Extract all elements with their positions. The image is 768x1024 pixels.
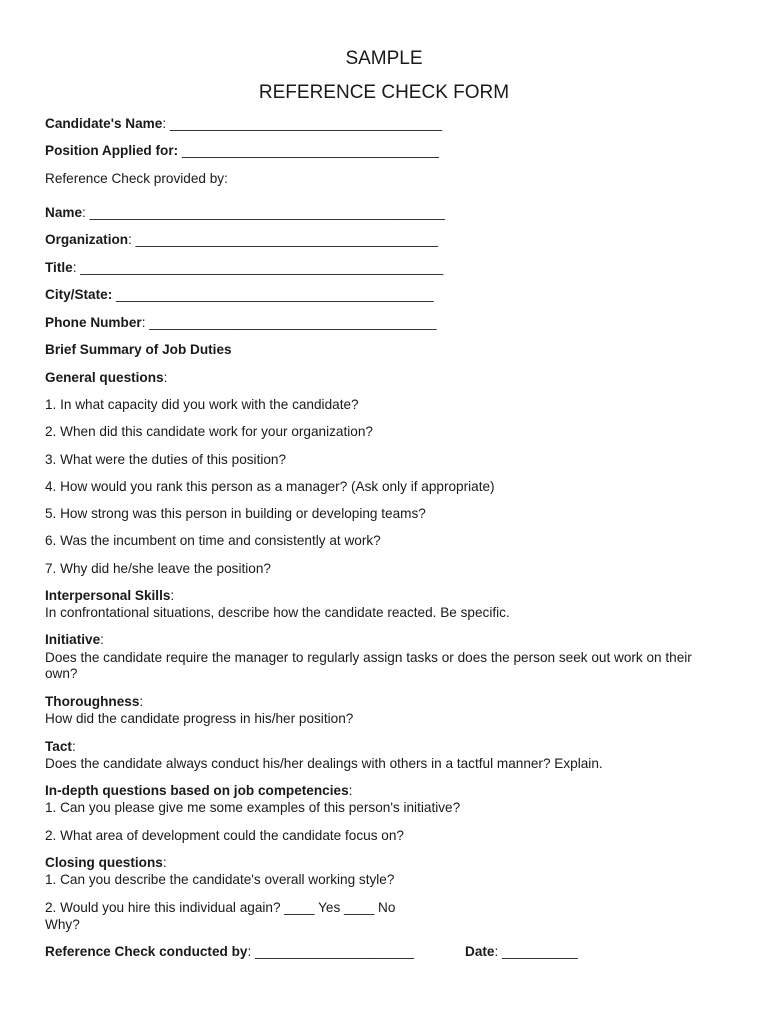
- ref-organization-sep: :: [128, 232, 136, 247]
- closing-question-1: 1. Can you describe the candidate's overall working style?: [45, 872, 395, 887]
- ref-phone-line: [45, 315, 437, 331]
- general-question-7: 7. Why did he/she leave the position?: [45, 561, 271, 576]
- indepth-question-1: 1. Can you please give me some examples of this person's initiative?: [45, 800, 461, 815]
- conducted-by-field[interactable]: _____________________: [255, 944, 414, 959]
- ref-name-label: Name: [45, 205, 83, 220]
- ref-title-line: [45, 260, 443, 276]
- candidate-name-sep: :: [162, 116, 170, 131]
- position-label: Position Applied for:: [45, 143, 179, 158]
- indepth-label: In-depth questions based on job competencies: [45, 783, 349, 798]
- form-title-sample: SAMPLE: [345, 48, 423, 69]
- date-line: [465, 944, 578, 960]
- closing-label: Closing questions: [45, 855, 163, 870]
- candidate-name-label: Candidate's Name: [45, 116, 163, 131]
- initiative-label: Initiative: [45, 632, 101, 647]
- tact-question: Does the candidate always conduct his/her dealings with others in a tactful manner? Explain.: [45, 756, 603, 771]
- general-questions-sep: :: [163, 370, 168, 385]
- initiative-sep: :: [100, 632, 104, 647]
- date-label: Date: [465, 944, 495, 959]
- general-question-2: 2. When did this candidate work for your organization?: [45, 424, 373, 439]
- interpersonal-label: Interpersonal Skills: [45, 588, 171, 603]
- tact-sep: :: [71, 739, 76, 754]
- general-questions-heading: [45, 370, 167, 386]
- tact-label: Tact: [45, 739, 72, 754]
- ref-phone-sep: :: [141, 315, 150, 330]
- form-title: REFERENCE CHECK FORM: [258, 82, 510, 103]
- candidate-name-line: [45, 116, 442, 132]
- ref-phone-label: Phone Number: [45, 315, 142, 330]
- ref-title-sep: :: [72, 260, 81, 275]
- ref-name-line: [45, 205, 445, 221]
- interpersonal-heading: [45, 588, 174, 604]
- initiative-heading: [45, 632, 104, 648]
- ref-title-label: Title: [45, 260, 73, 275]
- ref-citystate-field[interactable]: __________________________________________: [116, 287, 434, 302]
- general-question-6: 6. Was the incumbent on time and consistently at work?: [45, 533, 381, 548]
- initiative-question: Does the candidate require the manager to regularly assign tasks or does the person seek out work on their own?: [45, 650, 692, 681]
- thoroughness-label: Thoroughness: [45, 694, 140, 709]
- conducted-by-line: [45, 944, 414, 960]
- conducted-by-label: Reference Check conducted by: [45, 944, 248, 959]
- thoroughness-question: How did the candidate progress in his/her position?: [45, 711, 354, 726]
- candidate-name-field[interactable]: ____________________________________: [169, 116, 443, 131]
- indepth-sep: :: [348, 783, 353, 798]
- ref-citystate-label: City/State:: [45, 287, 113, 302]
- interpersonal-question: In confrontational situations, describe how the candidate reacted. Be specific.: [45, 605, 510, 620]
- date-sep: :: [494, 944, 503, 959]
- general-question-1: 1. In what capacity did you work with the candidate?: [45, 397, 359, 412]
- closing-question-2: 2. Would you hire this individual again? ____ Yes ____ No: [45, 900, 396, 915]
- conducted-by-sep: :: [247, 944, 256, 959]
- position-line: [45, 143, 439, 159]
- job-duties-label: Brief Summary of Job Duties: [45, 342, 232, 357]
- tact-heading: [45, 739, 76, 755]
- closing-sep: :: [162, 855, 167, 870]
- ref-organization-line: [45, 232, 438, 248]
- indepth-question-2: 2. What area of development could the candidate focus on?: [45, 828, 404, 843]
- ref-phone-field[interactable]: ______________________________________: [149, 315, 437, 330]
- general-questions-label: General questions: [45, 370, 164, 385]
- ref-organization-field[interactable]: ________________________________________: [135, 232, 439, 247]
- ref-organization-label: Organization: [45, 232, 129, 247]
- interpersonal-sep: :: [170, 588, 175, 603]
- thoroughness-heading: [45, 694, 143, 710]
- indepth-heading: [45, 783, 352, 799]
- general-question-5: 5. How strong was this person in building or developing teams?: [45, 506, 426, 521]
- ref-name-field[interactable]: _______________________________________________: [89, 205, 445, 220]
- thoroughness-sep: :: [139, 694, 144, 709]
- closing-why: Why?: [45, 917, 80, 932]
- ref-citystate-line: [45, 287, 434, 303]
- general-question-4: 4. How would you rank this person as a manager? (Ask only if appropriate): [45, 479, 495, 494]
- ref-name-sep: :: [82, 205, 90, 220]
- closing-heading: [45, 855, 167, 871]
- reference-intro: Reference Check provided by:: [45, 171, 228, 186]
- date-field[interactable]: __________: [502, 944, 578, 959]
- job-duties-heading: [45, 342, 232, 358]
- general-question-3: 3. What were the duties of this position?: [45, 452, 287, 467]
- ref-title-field[interactable]: ________________________________________________: [80, 260, 444, 275]
- position-field[interactable]: __________________________________: [178, 143, 439, 158]
